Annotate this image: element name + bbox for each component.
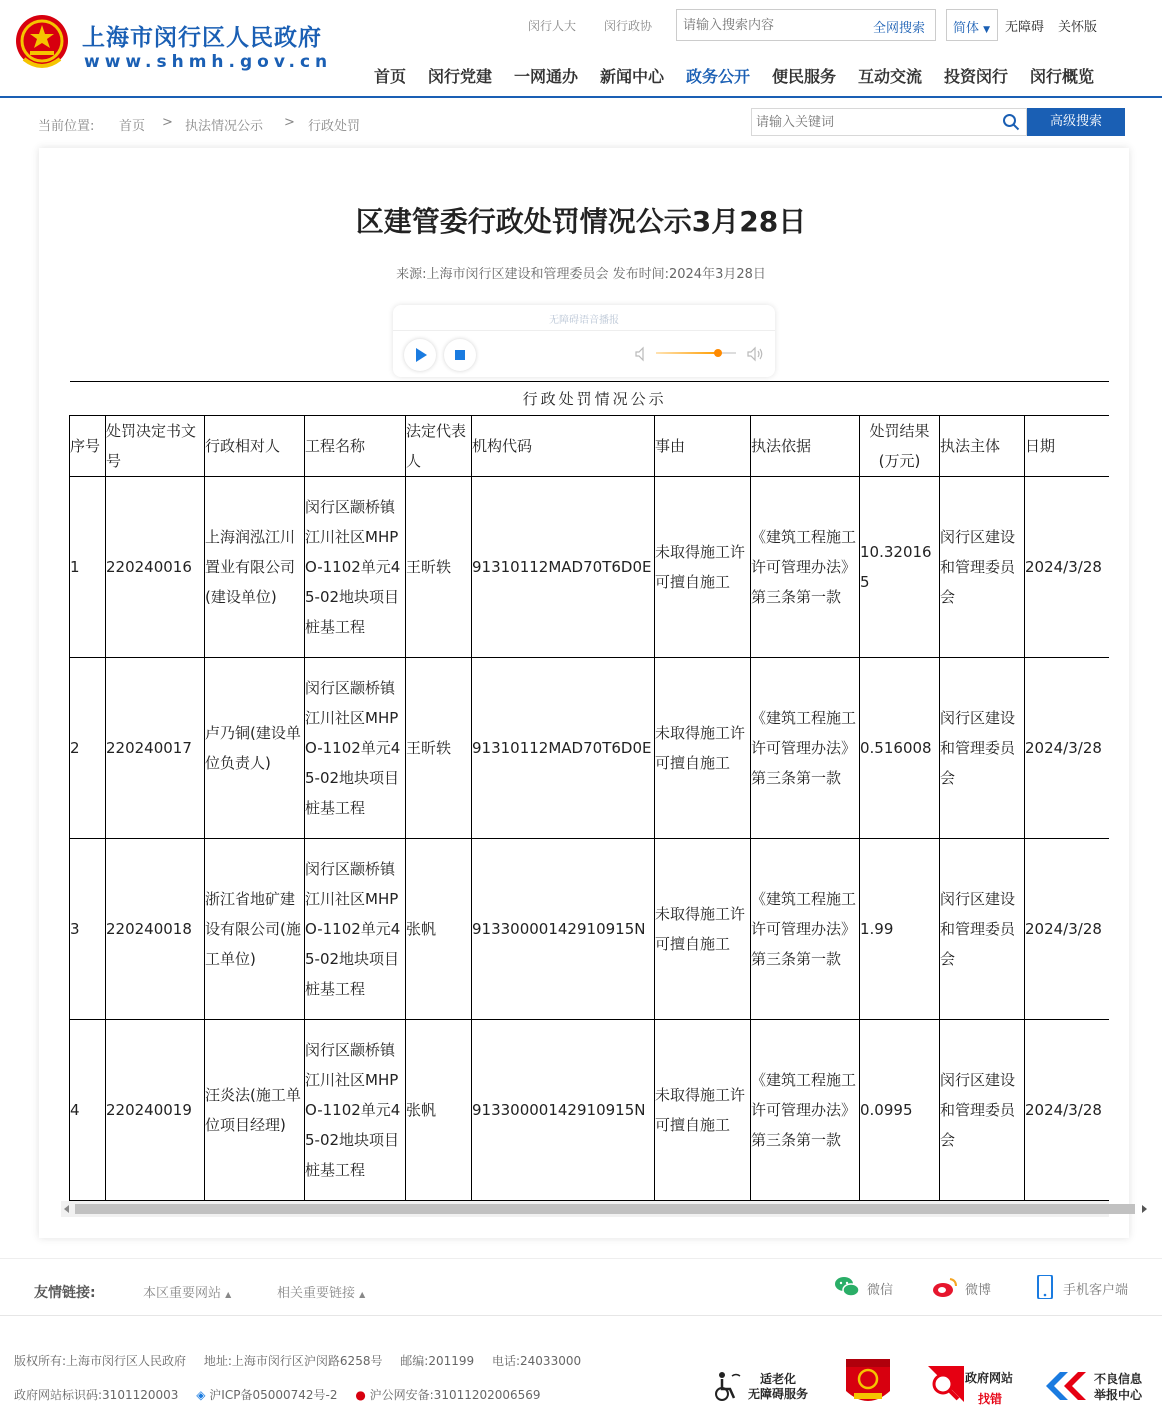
breadcrumb-home[interactable]: 首页 [119, 119, 146, 134]
language-label: 简体 [953, 21, 980, 36]
site-url[interactable]: www.shmh.gov.cn [84, 52, 333, 72]
col-header-result: 处罚结果(万元) [860, 416, 940, 477]
table-row [70, 1020, 1110, 1201]
table-horizontal-scrollbar[interactable] [61, 1201, 1109, 1217]
nav-news[interactable]: 新闻中心 [600, 67, 665, 86]
nav-overview[interactable]: 闵行概览 [1030, 67, 1095, 86]
col-header-party: 行政相对人 [205, 416, 305, 477]
cell-basis: 《建筑工程施工许可管理办法》第三条第一款 [751, 1020, 860, 1201]
accessibility-link[interactable]: 无障碍 [1005, 20, 1045, 35]
friendly-links-bar [0, 1258, 1162, 1316]
player-divider [393, 330, 775, 331]
caret-up-icon: ▲ [359, 1290, 366, 1299]
keyword-search [751, 108, 1027, 136]
cell-legal-rep: 张帆 [406, 1020, 472, 1201]
cell-basis: 《建筑工程施工许可管理办法》第三条第一款 [751, 658, 860, 839]
report-center-label[interactable]: 举报中心 [1094, 1388, 1143, 1402]
global-search-button[interactable]: 全网搜索 [872, 21, 925, 36]
language-select[interactable] [946, 9, 998, 41]
breadcrumb-separator: > [162, 115, 173, 130]
play-icon [404, 339, 436, 371]
elder-friendly-label[interactable]: 适老化 [760, 1372, 797, 1386]
table-row [70, 477, 1110, 658]
volume-slider-fill [656, 352, 718, 354]
nav-gov-open[interactable]: 政务公开 [686, 67, 751, 86]
cell-org-code: 91310112MAD70T6D0E [472, 477, 655, 658]
cell-date: 2024/3/28 [1025, 1020, 1110, 1201]
col-header-authority: 执法主体 [940, 416, 1025, 477]
toplink-cppcc[interactable]: 闵行政协 [604, 19, 653, 33]
nav-services[interactable]: 便民服务 [772, 67, 837, 86]
elder-mode-link[interactable]: 关怀版 [1058, 20, 1098, 35]
chevron-down-icon: ▼ [983, 25, 991, 35]
nav-home[interactable]: 首页 [374, 67, 407, 86]
cell-date: 2024/3/28 [1025, 658, 1110, 839]
search-icon[interactable] [1002, 113, 1020, 131]
cell-legal-rep: 王昕轶 [406, 658, 472, 839]
cell-party: 浙江省地矿建设有限公司(施工单位) [205, 839, 305, 1020]
penalty-table-viewport [69, 381, 1109, 1201]
cell-party: 卢乃铜(建设单位负责人) [205, 658, 305, 839]
nav-interaction[interactable]: 互动交流 [858, 67, 923, 86]
breadcrumb-penalty[interactable]: 行政处罚 [308, 119, 361, 134]
volume-down-icon[interactable] [633, 345, 651, 363]
cell-basis: 《建筑工程施工许可管理办法》第三条第一款 [751, 477, 860, 658]
weibo-icon[interactable] [932, 1275, 958, 1299]
scroll-right-icon[interactable] [1142, 1205, 1147, 1213]
wechat-icon[interactable] [834, 1275, 860, 1299]
cell-result: 0.516008 [860, 658, 940, 839]
district-sites-label: 本区重要网站 [143, 1286, 222, 1301]
cell-legal-rep: 张帆 [406, 839, 472, 1020]
stop-button[interactable] [444, 339, 476, 371]
cell-legal-rep: 王昕轶 [406, 477, 472, 658]
keyword-search-input[interactable] [752, 109, 992, 135]
cell-basis: 《建筑工程施工许可管理办法》第三条第一款 [751, 839, 860, 1020]
cell-decision-no: 220240017 [106, 658, 205, 839]
toplink-npc[interactable]: 闵行人大 [528, 19, 577, 33]
player-label: 无障碍语音播报 [549, 315, 619, 326]
global-search [676, 9, 936, 41]
cell-authority: 闵行区建设和管理委员会 [940, 839, 1025, 1020]
cell-result: 1.99 [860, 839, 940, 1020]
footer-copyright: 版权所有:上海市闵行区人民政府 [14, 1354, 187, 1368]
table-caption: 行政处罚情况公示 [70, 382, 1110, 416]
cell-authority: 闵行区建设和管理委员会 [940, 477, 1025, 658]
breadcrumb-separator: > [284, 115, 295, 130]
cell-reason: 未取得施工许可擅自施工 [655, 839, 751, 1020]
cell-project: 闵行区颛桥镇江川社区MHPO-1102单元45-02地块项目桩基工程 [305, 1020, 406, 1201]
bad-info-report-icon[interactable] [1046, 1369, 1086, 1403]
caret-up-icon: ▲ [225, 1290, 232, 1299]
col-header-project: 工程名称 [305, 416, 406, 477]
nav-onestop[interactable]: 一网通办 [514, 67, 579, 86]
weibo-link[interactable]: 微博 [965, 1283, 992, 1298]
footer-phone: 电话:24033000 [491, 1354, 582, 1368]
cell-project: 闵行区颛桥镇江川社区MHPO-1102单元45-02地块项目桩基工程 [305, 477, 406, 658]
cell-reason: 未取得施工许可擅自施工 [655, 477, 751, 658]
col-header-legal-rep: 法定代表人 [406, 416, 472, 477]
footer-site-id: 政府网站标识码:3101120003 [14, 1388, 179, 1402]
scrollbar-thumb[interactable] [75, 1204, 1135, 1214]
cell-project: 闵行区颛桥镇江川社区MHPO-1102单元45-02地块项目桩基工程 [305, 658, 406, 839]
cell-index: 3 [70, 839, 106, 1020]
nav-party[interactable]: 闵行党建 [428, 67, 493, 86]
bad-info-label[interactable]: 不良信息 [1094, 1372, 1143, 1386]
friendly-links-label: 友情链接: [34, 1285, 96, 1301]
site-title[interactable]: 上海市闵行区人民政府 [82, 25, 322, 51]
mobile-app-icon[interactable] [1032, 1275, 1058, 1299]
party-organ-badge-icon[interactable] [842, 1355, 894, 1409]
mobile-app-link[interactable]: 手机客户端 [1063, 1283, 1129, 1298]
gov-site-label[interactable]: 政府网站 [965, 1371, 1014, 1385]
nav-invest[interactable]: 投资闵行 [944, 67, 1009, 86]
cell-party: 汪炎法(施工单位项目经理) [205, 1020, 305, 1201]
site-header [0, 0, 1162, 98]
audio-player [393, 305, 775, 377]
accessibility-service-label[interactable]: 无障碍服务 [748, 1387, 809, 1401]
cell-index: 2 [70, 658, 106, 839]
cell-org-code: 91330000142910915N [472, 1020, 655, 1201]
cell-date: 2024/3/28 [1025, 477, 1110, 658]
advanced-search-button[interactable]: 高级搜索 [1027, 108, 1125, 136]
cell-date: 2024/3/28 [1025, 839, 1110, 1020]
cell-decision-no: 220240019 [106, 1020, 205, 1201]
cell-result: 0.0995 [860, 1020, 940, 1201]
footer-icp[interactable]: 沪ICP备05000742号-2 [209, 1388, 338, 1402]
cell-reason: 未取得施工许可擅自施工 [655, 658, 751, 839]
col-header-org-code: 机构代码 [472, 416, 655, 477]
stop-icon [444, 339, 476, 371]
footer-postcode: 邮编:201199 [400, 1354, 475, 1368]
cell-org-code: 91330000142910915N [472, 839, 655, 1020]
table-header-row [70, 416, 1110, 477]
gov-site-error-icon[interactable] [928, 1366, 964, 1402]
article-meta: 来源:上海市闵行区建设和管理委员会 发布时间:2024年3月28日 [396, 267, 766, 282]
col-header-reason: 事由 [655, 416, 751, 477]
cell-decision-no: 220240018 [106, 839, 205, 1020]
police-emblem-icon: ● [355, 1388, 366, 1402]
footer-registration-line [14, 1386, 555, 1403]
breadcrumb-label: 当前位置: [38, 119, 95, 134]
col-header-index: 序号 [70, 416, 106, 477]
penalty-table [69, 381, 1109, 1201]
global-search-input[interactable] [677, 10, 857, 40]
cell-decision-no: 220240016 [106, 477, 205, 658]
cell-authority: 闵行区建设和管理委员会 [940, 1020, 1025, 1201]
footer-info-line [14, 1352, 595, 1369]
play-button[interactable] [404, 339, 436, 371]
footer-address: 地址:上海市闵行区沪闵路6258号 [203, 1354, 383, 1368]
article-title: 区建管委行政处罚情况公示3月28日 [355, 205, 807, 238]
footer-police[interactable]: 沪公网安备:31011202006569 [369, 1388, 541, 1402]
cell-authority: 闵行区建设和管理委员会 [940, 658, 1025, 839]
related-links-label: 相关重要链接 [277, 1286, 356, 1301]
col-header-basis: 执法依据 [751, 416, 860, 477]
accessibility-person-icon[interactable] [712, 1370, 742, 1402]
cell-party: 上海润泓江川置业有限公司(建设单位) [205, 477, 305, 658]
national-emblem-icon [14, 13, 70, 73]
wechat-link[interactable]: 微信 [867, 1283, 894, 1298]
volume-up-icon[interactable] [746, 345, 764, 363]
cell-result: 10.320165 [860, 477, 940, 658]
table-row [70, 658, 1110, 839]
cell-project: 闵行区颛桥镇江川社区MHPO-1102单元45-02地块项目桩基工程 [305, 839, 406, 1020]
table-row [70, 839, 1110, 1020]
district-sites-dropdown[interactable] [143, 1282, 231, 1301]
cell-reason: 未取得施工许可擅自施工 [655, 1020, 751, 1201]
cell-index: 4 [70, 1020, 106, 1201]
col-header-date: 日期 [1025, 416, 1110, 477]
col-header-decision-no: 处罚决定书文号 [106, 416, 205, 477]
scroll-left-icon[interactable] [64, 1205, 69, 1213]
cell-org-code: 91310112MAD70T6D0E [472, 658, 655, 839]
find-error-label[interactable]: 找错 [978, 1392, 1003, 1406]
cell-index: 1 [70, 477, 106, 658]
breadcrumb-enforcement[interactable]: 执法情况公示 [185, 119, 264, 134]
related-links-dropdown[interactable] [277, 1282, 365, 1301]
icp-shield-icon: ◈ [196, 1388, 206, 1402]
